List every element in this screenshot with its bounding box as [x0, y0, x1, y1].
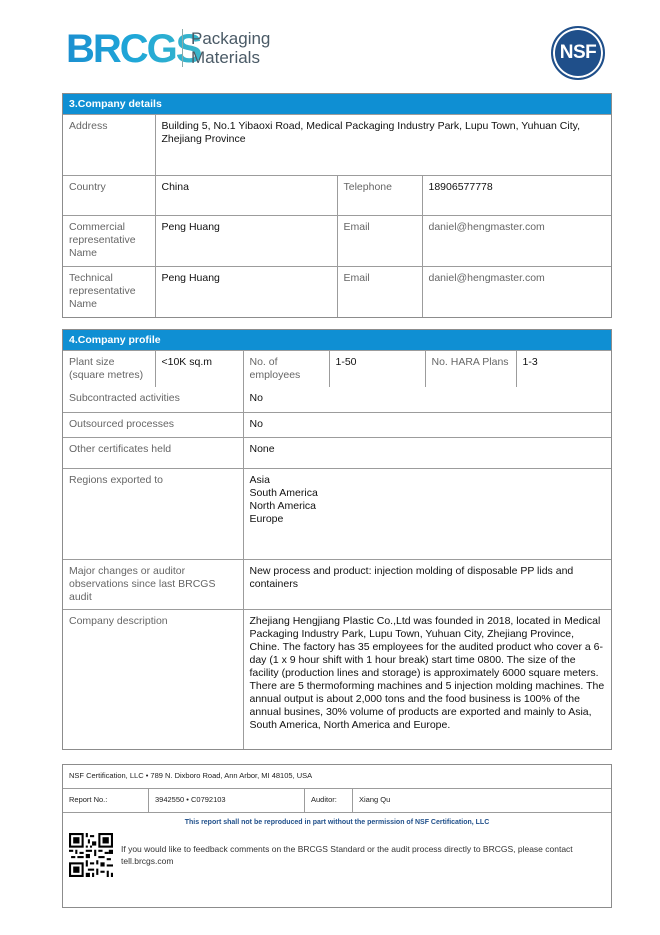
region-item: North America	[249, 499, 317, 512]
nsf-logo	[551, 26, 605, 80]
technical-email-value: daniel@hengmaster.com	[422, 267, 611, 317]
subcontracted-row	[63, 387, 611, 412]
brcgs-logo	[66, 26, 270, 70]
region-item: South America	[249, 486, 318, 499]
brcgs-subtitle-line-1: Packaging	[191, 29, 271, 48]
description-value: Zhejiang Hengjiang Plastic Co.,Ltd was founded in 2018, located in Medical Packaging Industry Park, Lupu Town, Yuhuan City, Zhejiang Province, Chine. The factory has 35 employees for the audited product who cover a 6-day (1 x 9 hour shift with 1 hour break) start time 0800. The size of the facility (production lines and storage) is approximately 6000 square meters. There are 5 thermoforming machines and 5 injection molding machines. The annual output is about 2,000 tons and the food business is 100% of the annual busines, 30% volume of products are exported and mainly to Asia, South America, North America and Europe.	[243, 609, 611, 749]
reproduction-notice: This report shall not be reproduced in part without the permission of NSF Certification, LLC	[184, 819, 490, 826]
company-profile-section	[62, 329, 612, 750]
regions-value	[243, 468, 611, 559]
changes-label: Major changes or auditor observations since last BRCGS audit	[63, 559, 243, 609]
company-details-heading: 3.Company details	[63, 94, 611, 114]
nsf-logo-text: NSF	[559, 42, 597, 63]
company-profile-heading: 4.Company profile	[63, 330, 611, 350]
employees-label: No. of employees	[243, 351, 329, 388]
changes-row	[63, 559, 611, 609]
plant-size-value: <10K sq.m	[155, 351, 243, 388]
subcontracted-label: Subcontracted activities	[63, 387, 243, 412]
address-row	[63, 115, 611, 176]
country-label: Country	[63, 176, 155, 216]
outsourced-value: No	[243, 412, 611, 437]
outsourced-row	[63, 412, 611, 437]
other-certs-label: Other certificates held	[63, 437, 243, 468]
technical-rep-label: Technical representative Name	[63, 267, 155, 317]
hara-label: No. HARA Plans	[425, 351, 516, 388]
brcgs-subtitle	[182, 29, 270, 67]
auditor-label: Auditor:	[305, 789, 353, 812]
brcgs-subtitle-line-2: Materials	[191, 48, 260, 67]
commercial-rep-value: Peng Huang	[155, 216, 337, 267]
feedback-text: If you would like to feedback comments on the BRCGS Standard or the audit process directly to BRCGS, please contact tell.brcgs.com	[121, 844, 573, 866]
other-certs-row	[63, 437, 611, 468]
address-label: Address	[63, 115, 155, 176]
report-number-value: 3942550 • C0792103	[149, 789, 305, 812]
auditor-value: Xiang Qu	[359, 795, 391, 804]
commercial-rep-label: Commercial representative Name	[63, 216, 155, 267]
feedback-row	[63, 831, 611, 877]
commercial-rep-row	[63, 216, 611, 267]
company-profile-table	[63, 387, 611, 749]
regions-label: Regions exported to	[63, 468, 243, 559]
commercial-email-label: Email	[337, 216, 422, 267]
hara-value: 1-3	[516, 351, 611, 388]
certifier-address: NSF Certification, LLC • 789 N. Dixboro Road, Ann Arbor, MI 48105, USA	[63, 765, 611, 789]
commercial-email-value: daniel@hengmaster.com	[422, 216, 611, 267]
telephone-value: 18906577778	[422, 176, 611, 216]
regions-row	[63, 468, 611, 559]
technical-rep-value: Peng Huang	[155, 267, 337, 317]
changes-value: New process and product: injection molding of disposable PP lids and containers	[243, 559, 611, 609]
brcgs-logo-icon	[66, 27, 201, 71]
company-details-table	[63, 114, 611, 317]
report-number-label: Report No.:	[63, 789, 149, 812]
qr-code-icon[interactable]	[69, 833, 113, 877]
outsourced-label: Outsourced processes	[63, 412, 243, 437]
other-certs-value: None	[243, 437, 611, 468]
report-info-row	[63, 789, 611, 813]
plant-size-row	[63, 351, 611, 388]
telephone-label: Telephone	[337, 176, 422, 216]
plant-size-label: Plant size (square metres)	[63, 351, 155, 388]
brcgs-wordmark	[66, 27, 201, 71]
report-footer	[62, 764, 612, 908]
company-details-section	[62, 93, 612, 318]
subcontracted-value: No	[243, 387, 611, 412]
svg-text:BRCGS: BRCGS	[66, 27, 201, 71]
country-row	[63, 176, 611, 216]
description-row	[63, 609, 611, 749]
description-label: Company description	[63, 609, 243, 749]
address-value: Building 5, No.1 Yibaoxi Road, Medical Packaging Industry Park, Lupu Town, Yuhuan City, Zhejiang Province	[155, 115, 611, 176]
employees-value: 1-50	[329, 351, 425, 388]
technical-email-label: Email	[337, 267, 422, 317]
plant-size-table	[63, 350, 611, 387]
region-item: Europe	[249, 512, 284, 525]
country-value: China	[155, 176, 337, 216]
region-item: Asia	[249, 473, 270, 486]
technical-rep-row	[63, 267, 611, 317]
